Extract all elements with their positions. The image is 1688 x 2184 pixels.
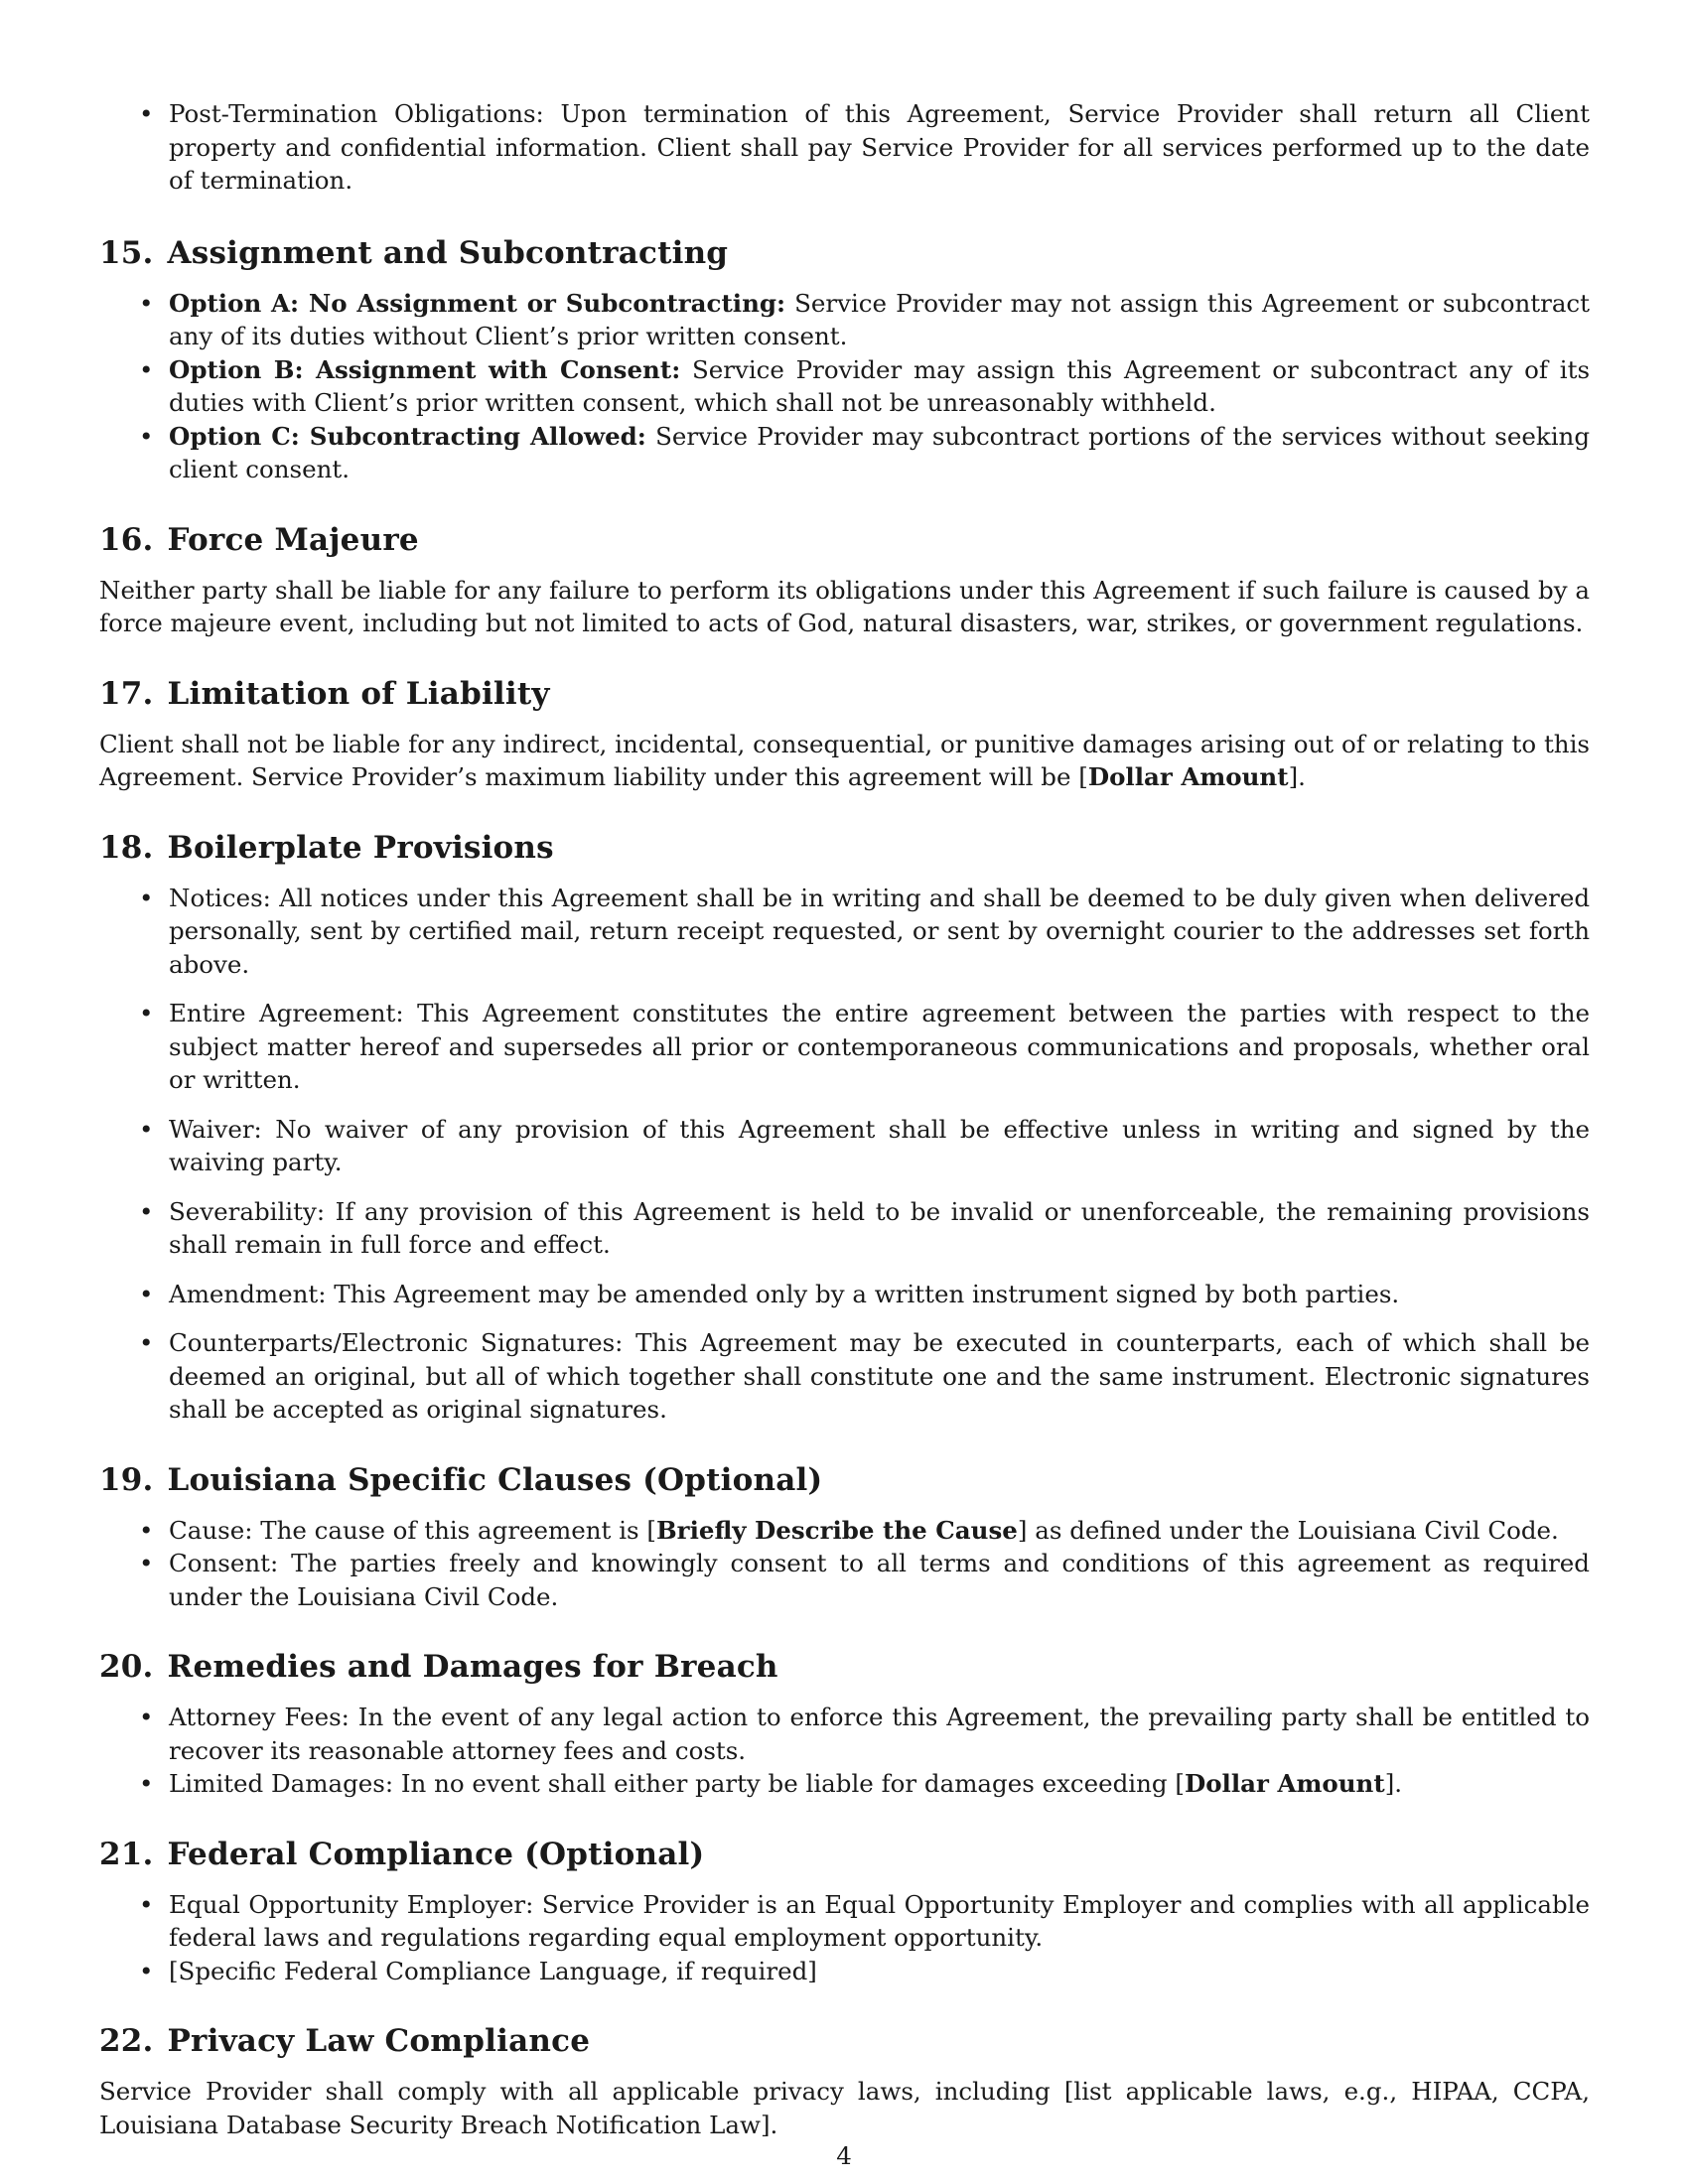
force-majeure-paragraph: Neither party shall be liable for any failure to perform its obligations under this Agreement if such failure is caused by a force majeure event, including but not limited to acts of God, natural disasters, war, strikes, or government regulations. <box>99 575 1590 637</box>
section-number: 18. <box>99 829 154 866</box>
list-item: • Severability: If any provision of this Agreement is held to be invalid or unenforceable, the remaining provisions shall remain in full force and effect. <box>99 1195 1590 1262</box>
list-item <box>99 353 1590 420</box>
section-number: 19. <box>99 1461 154 1498</box>
option-text: Service Provider may subcontract portions of the services without seeking client consent. <box>169 421 1590 483</box>
document-page <box>99 97 1590 2141</box>
list-item: • Attorney Fees: In the event of any legal action to enforce this Agreement, the prevailing party shall be entitled to recover its reasonable attorney fees and costs. <box>99 1701 1590 1767</box>
remedies-list <box>99 1701 1590 1801</box>
section-heading-22 <box>99 2021 1590 2061</box>
list-item: • Amendment: This Agreement may be amended only by a written instrument signed by both parties. <box>99 1278 1590 1311</box>
section-title: Force Majeure <box>167 521 419 558</box>
louisiana-clauses-list <box>99 1514 1590 1614</box>
section-heading-18 <box>99 828 1590 868</box>
section-number: 15. <box>99 234 154 271</box>
placeholder-dollar-amount: Dollar Amount <box>1184 1769 1385 1798</box>
post-termination-text: Post-Termination Obligations: Upon termination of this Agreement, Service Provider shall return all Client property and confidential information. Client shall pay Service Provider for all services performed up to the date of termination. <box>169 99 1590 195</box>
list-item: • Entire Agreement: This Agreement constitutes the entire agreement between the parties with respect to the subject matter hereof and supersedes all prior or contemporaneous communications and proposals, whether oral or written. <box>99 997 1590 1097</box>
section-title: Assignment and Subcontracting <box>167 234 729 271</box>
option-label: Option A: No Assignment or Subcontracting: <box>169 288 786 318</box>
list-item <box>99 287 1590 353</box>
list-item <box>99 1514 1590 1548</box>
section-title: Privacy Law Compliance <box>167 2023 591 2059</box>
section-title: Louisiana Specific Clauses (Optional) <box>167 1461 823 1498</box>
option-label: Option B: Assignment with Consent: <box>169 354 681 384</box>
section-number: 17. <box>99 675 154 712</box>
assignment-options-list <box>99 287 1590 486</box>
boilerplate-list <box>99 882 1590 1427</box>
liability-text: Client shall not be liable for any indirect, incidental, consequential, or punitive damages arising out of or relating to this Agreement. Service Provider’s maximum liability under this agreement will be [ <box>99 729 1590 791</box>
option-text: Service Provider may not assign this Agreement or subcontract any of its duties without Client’s prior written consent. <box>169 288 1590 350</box>
list-item <box>99 420 1590 486</box>
section-heading-17 <box>99 674 1590 714</box>
section-heading-15 <box>99 233 1590 273</box>
section-title: Limitation of Liability <box>167 675 550 712</box>
section-number: 20. <box>99 1649 154 1685</box>
cause-text-end: ] as defined under the Louisiana Civil Code. <box>1017 1515 1559 1545</box>
section-number: 16. <box>99 521 154 558</box>
liability-paragraph <box>99 728 1590 794</box>
section-heading-21 <box>99 1835 1590 1874</box>
section-heading-19 <box>99 1460 1590 1500</box>
page-number: 4 <box>836 2141 852 2170</box>
limited-damages-text-end: ]. <box>1384 1769 1403 1798</box>
federal-compliance-list <box>99 1888 1590 1988</box>
liability-text-end: ]. <box>1288 762 1306 791</box>
section-heading-16 <box>99 520 1590 560</box>
section-title: Federal Compliance (Optional) <box>167 1836 705 1872</box>
list-item: • Consent: The parties freely and knowingly consent to all terms and conditions of this agreement as required under the Louisiana Civil Code. <box>99 1547 1590 1613</box>
placeholder-cause: Briefly Describe the Cause <box>655 1515 1018 1545</box>
section-title: Boilerplate Provisions <box>167 829 554 866</box>
cause-text: Cause: The cause of this agreement is [ <box>169 1515 656 1545</box>
section-number: 21. <box>99 1836 154 1872</box>
option-label: Option C: Subcontracting Allowed: <box>169 421 646 451</box>
placeholder-dollar-amount: Dollar Amount <box>1087 762 1289 791</box>
list-item <box>99 97 1590 198</box>
limited-damages-text: Limited Damages: In no event shall either party be liable for damages exceeding [ <box>169 1769 1185 1798</box>
termination-list <box>99 97 1590 198</box>
option-text: Service Provider may assign this Agreement or subcontract any of its duties with Client’s prior written consent, which shall not be unreasonably withheld. <box>169 354 1591 417</box>
section-heading-20 <box>99 1647 1590 1687</box>
list-item: • Waiver: No waiver of any provision of this Agreement shall be effective unless in writing and signed by the waiving party. <box>99 1113 1590 1179</box>
privacy-paragraph: Service Provider shall comply with all applicable privacy laws, including [list applicable laws, e.g., HIPAA, CCPA, Louisiana Database Security Breach Notification Law]. <box>99 2077 1590 2139</box>
section-number: 22. <box>99 2023 154 2059</box>
section-title: Remedies and Damages for Breach <box>167 1649 778 1685</box>
list-item: • Notices: All notices under this Agreement shall be in writing and shall be deemed to be duly given when delivered personally, sent by certified mail, return receipt requested, or sent by overnight courier to the addresses set forth above. <box>99 882 1590 982</box>
list-item: • [Specific Federal Compliance Language, if required] <box>99 1955 1590 1988</box>
list-item: • Equal Opportunity Employer: Service Provider is an Equal Opportunity Employer and complies with all applicable federal laws and regulations regarding equal employment opportunity. <box>99 1888 1590 1955</box>
list-item <box>99 1767 1590 1801</box>
list-item: • Counterparts/Electronic Signatures: This Agreement may be executed in counterparts, each of which shall be deemed an original, but all of which together shall constitute one and the same instrument. Electronic signatures shall be accepted as original signatures. <box>99 1326 1590 1427</box>
